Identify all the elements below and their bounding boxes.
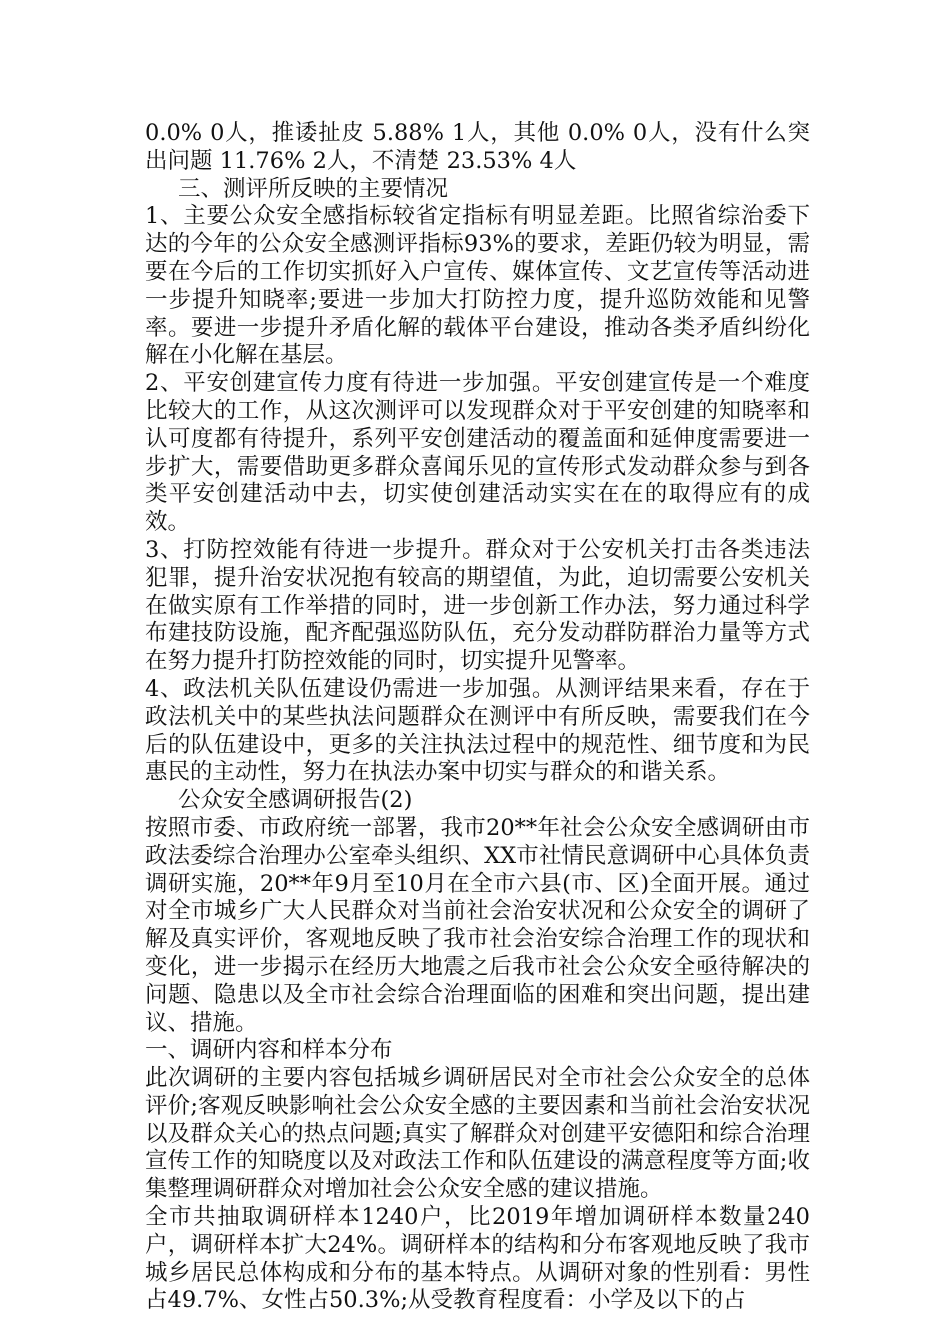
paragraph-intro: 按照市委、市政府统一部署，我市20**年社会公众安全感调研由市政法委综合治理办公室牵头组织、XX市社情民意调研中心具体负责调研实施，20**年9月至10月在全市六县(市、区)全面开展。通过对全市城乡广大人民群众对当前社会治安状况和公众安全的调研了解及真实评价，客观地反映了我市社会治安综合治理工作的现状和变化，进一步揭示在经历大地震之后我市社会公众安全亟待解决的问题、隐患以及全市社会综合治理面临的困难和突出问题，提出建议、措施。 [145,814,810,1036]
paragraph-survey-stats: 0.0% 0人，推诿扯皮 5.88% 1人，其他 0.0% 0人，没有什么突出问题 11.76% 2人，不清楚 23.53% 4人 [145,120,810,174]
paragraph-point-1: 1、主要公众安全感指标较省定指标有明显差距。比照省综治委下达的今年的公众安全感测评指标93%的要求，差距仍较为明显，需要在今后的工作切实抓好入户宣传、媒体宣传、文艺宣传等活动进一步提升知晓率;要进一步加大打防控力度，提升巡防效能和见警率。要进一步提升矛盾化解的载体平台建设，推动各类矛盾纠纷化解在小化解在基层。 [145,203,810,369]
paragraph-point-2: 2、平安创建宣传力度有待进一步加强。平安创建宣传是一个难度比较大的工作，从这次测评可以发现群众对于平安创建的知晓率和认可度都有待提升，系列平安创建活动的覆盖面和延伸度需要进一步扩大，需要借助更多群众喜闻乐见的宣传形式发动群众参与到各类平安创建活动中去，切实使创建活动实实在在的取得应有的成效。 [145,370,810,536]
paragraph-point-3: 3、打防控效能有待进一步提升。群众对于公安机关打击各类违法犯罪，提升治安状况抱有较高的期望值，为此，迫切需要公安机关在做实原有工作举措的同时，进一步创新工作办法，努力通过科学布建技防设施，配齐配强巡防队伍，充分发动群防群治力量等方式在努力提升打防控效能的同时，切实提升见警率。 [145,536,810,675]
heading-report-2: 公众安全感调研报告(2) [178,787,413,814]
document-page [145,120,810,1315]
paragraph-point-4: 4、政法机关队伍建设仍需进一步加强。从测评结果来看，存在于政法机关中的某些执法问题群众在测评中有所反映，需要我们在今后的队伍建设中，更多的关注执法过程中的规范性、细节度和为民惠民的主动性，努力在执法办案中切实与群众的和谐关系。 [145,675,810,786]
heading-content-and-samples: 一、调研内容和样本分布 [145,1037,393,1064]
paragraph-samples: 全市共抽取调研样本1240户，比2019年增加调研样本数量240户，调研样本扩大24%。调研样本的结构和分布客观地反映了我市城乡居民总体构成和分布的基本特点。从调研对象的性别看：男性占49.7%、女性占50.3%;从受教育程度看：小学及以下的占 [145,1204,810,1314]
paragraph-content: 此次调研的主要内容包括城乡调研居民对全市社会公众安全的总体评价;客观反映影响社会公众安全感的主要因素和当前社会治安状况以及群众关心的热点问题;真实了解群众对创建平安德阳和综合治理宣传工作的知晓度以及对政法工作和队伍建设的满意程度等方面;收集整理调研群众对增加社会公众安全感的建议措施。 [145,1065,810,1203]
heading-main-situations: 三、测评所反映的主要情况 [178,175,449,202]
